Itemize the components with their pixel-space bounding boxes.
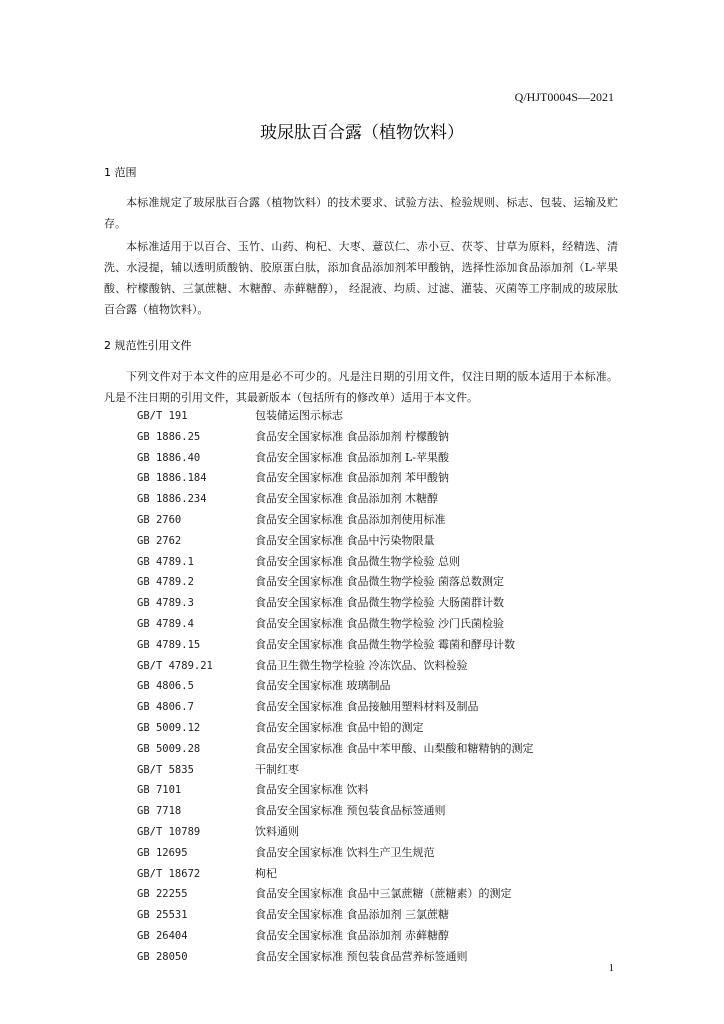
reference-code: GB 22255 — [137, 888, 188, 901]
reference-row — [137, 676, 617, 697]
page-number: 1 — [608, 962, 614, 974]
reference-title: 饮料通则 — [255, 824, 299, 838]
reference-code: GB 5009.12 — [137, 721, 201, 734]
reference-code: GB 4806.7 — [137, 701, 194, 714]
reference-code: GB 28050 — [137, 950, 188, 963]
reference-row — [137, 905, 617, 926]
reference-title: 食品安全国家标准 食品中苯甲酸、山梨酸和糖精钠的测定 — [255, 741, 534, 755]
reference-row — [137, 614, 617, 635]
reference-code: GB/T 191 — [137, 410, 188, 422]
reference-code: GB/T 5835 — [137, 763, 194, 776]
reference-code: GB/T 10789 — [137, 825, 201, 838]
reference-code: GB 4789.3 — [137, 597, 194, 610]
reference-code: GB 4789.15 — [137, 638, 201, 651]
reference-row — [137, 468, 617, 489]
reference-title: 食品安全国家标准 食品中三氯蔗糖（蔗糖素）的测定 — [255, 887, 512, 901]
reference-row — [137, 822, 617, 843]
reference-row — [137, 718, 617, 739]
section-heading-normative-references: 2 规范性引用文件 — [104, 339, 192, 352]
reference-title: 食品安全国家标准 玻璃制品 — [255, 679, 391, 693]
reference-row — [137, 884, 617, 905]
reference-code: GB 7101 — [137, 784, 182, 797]
reference-row — [137, 406, 617, 427]
reference-code: GB/T 18672 — [137, 867, 201, 880]
reference-code: GB 4789.4 — [137, 617, 194, 630]
reference-code: GB 1886.40 — [137, 451, 201, 464]
reference-row — [137, 572, 617, 593]
reference-code: GB 4789.2 — [137, 576, 194, 589]
reference-title: 食品安全国家标准 食品添加剂 L-苹果酸 — [255, 450, 450, 464]
reference-code: GB 12695 — [137, 846, 188, 859]
reference-row — [137, 947, 617, 968]
reference-code: GB/T 4789.21 — [137, 659, 213, 672]
reference-title: 食品安全国家标准 食品添加剂 三氯蔗糖 — [255, 908, 449, 922]
reference-title: 食品安全国家标准 食品微生物学检验 总则 — [255, 554, 460, 568]
references-intro-paragraph: 下列文件对于本文件的应用是必不可少的。凡是注日期的引用文件，仅注日期的版本适用于本标准。凡是不注日期的引用文件，其最新版本（包括所有的修改单）适用于本文件。 — [104, 370, 618, 404]
reference-row — [137, 864, 617, 885]
reference-code: GB 1886.184 — [137, 472, 207, 485]
reference-title: 食品安全国家标准 预包装食品标签通则 — [255, 804, 446, 818]
reference-title: 食品安全国家标准 食品微生物学检验 霉菌和酵母计数 — [255, 637, 515, 651]
reference-title: 食品安全国家标准 食品添加剂 赤藓糖醇 — [255, 928, 449, 942]
reference-row — [137, 489, 617, 510]
reference-row — [137, 552, 617, 573]
reference-code: GB 7718 — [137, 805, 182, 818]
reference-title: 食品安全国家标准 饮料生产卫生规范 — [255, 845, 435, 859]
reference-title: 食品安全国家标准 食品中污染物限量 — [255, 533, 435, 547]
scope-paragraph-1: 本标准规定了玻尿肽百合露（植物饮料）的技术要求、试验方法、检验规则、标志、包装、运输及贮存。 — [104, 196, 618, 230]
reference-title: 食品卫生微生物学检验 冷冻饮品、饮料检验 — [255, 658, 468, 672]
reference-row — [137, 635, 617, 656]
reference-row — [137, 926, 617, 947]
reference-row — [137, 593, 617, 614]
reference-title: 枸杞 — [255, 866, 277, 880]
standard-code: Q/HJT0004S—2021 — [514, 90, 614, 104]
reference-row — [137, 656, 617, 677]
reference-code: GB 2760 — [137, 513, 182, 526]
reference-row — [137, 760, 617, 781]
scope-paragraph-2: 本标准适用于以百合、玉竹、山药、枸杞、大枣、薏苡仁、赤小豆、茯苓、甘草为原料，经精选、清洗、水浸提，辅以透明质酸钠、胶原蛋白肽，添加食品添加剂苯甲酸钠，选择性添加食品添加剂（L-苹果酸、柠檬酸钠、三氯蔗糖、木糖醇、赤藓糖醇）， 经混液、均质、过滤、灌装、灭菌等工序制成的玻尿肽百合露（植物饮料）。 — [104, 240, 618, 316]
reference-code: GB 1886.25 — [137, 430, 201, 443]
reference-title: 食品安全国家标准 食品微生物学检验 菌落总数测定 — [255, 575, 504, 589]
reference-code: GB 26404 — [137, 929, 188, 942]
reference-code: GB 4806.5 — [137, 680, 194, 693]
reference-row — [137, 531, 617, 552]
reference-code: GB 4789.1 — [137, 555, 194, 568]
reference-row — [137, 739, 617, 760]
reference-row — [137, 697, 617, 718]
reference-title: 食品安全国家标准 食品中铅的测定 — [255, 720, 424, 734]
reference-code: GB 2762 — [137, 534, 182, 547]
reference-title: 食品安全国家标准 食品微生物学检验 大肠菌群计数 — [255, 596, 504, 610]
reference-row — [137, 448, 617, 469]
reference-row — [137, 843, 617, 864]
reference-title: 食品安全国家标准 饮料 — [255, 783, 369, 797]
section-heading-scope: 1 范围 — [104, 166, 137, 179]
reference-row — [137, 510, 617, 531]
reference-title: 食品安全国家标准 预包装食品营养标签通则 — [255, 949, 468, 963]
reference-code: GB 5009.28 — [137, 742, 201, 755]
reference-row — [137, 801, 617, 822]
reference-row — [137, 427, 617, 448]
reference-title: 干制红枣 — [255, 762, 299, 776]
reference-title: 食品安全国家标准 食品接触用塑料材料及制品 — [255, 700, 479, 714]
reference-title: 食品安全国家标准 食品添加剂 柠檬酸钠 — [255, 429, 449, 443]
reference-code: GB 25531 — [137, 909, 188, 922]
reference-title: 食品安全国家标准 食品添加剂 苯甲酸钠 — [255, 471, 449, 485]
reference-title: 食品安全国家标准 食品微生物学检验 沙门氏菌检验 — [255, 616, 504, 630]
reference-title: 包装储运图示标志 — [255, 409, 343, 422]
reference-title: 食品安全国家标准 食品添加剂 木糖醇 — [255, 492, 438, 506]
reference-row — [137, 780, 617, 801]
reference-title: 食品安全国家标准 食品添加剂使用标准 — [255, 512, 446, 526]
reference-list — [137, 406, 617, 968]
document-title: 玻尿肽百合露（植物饮料） — [260, 123, 464, 143]
reference-code: GB 1886.234 — [137, 493, 207, 506]
